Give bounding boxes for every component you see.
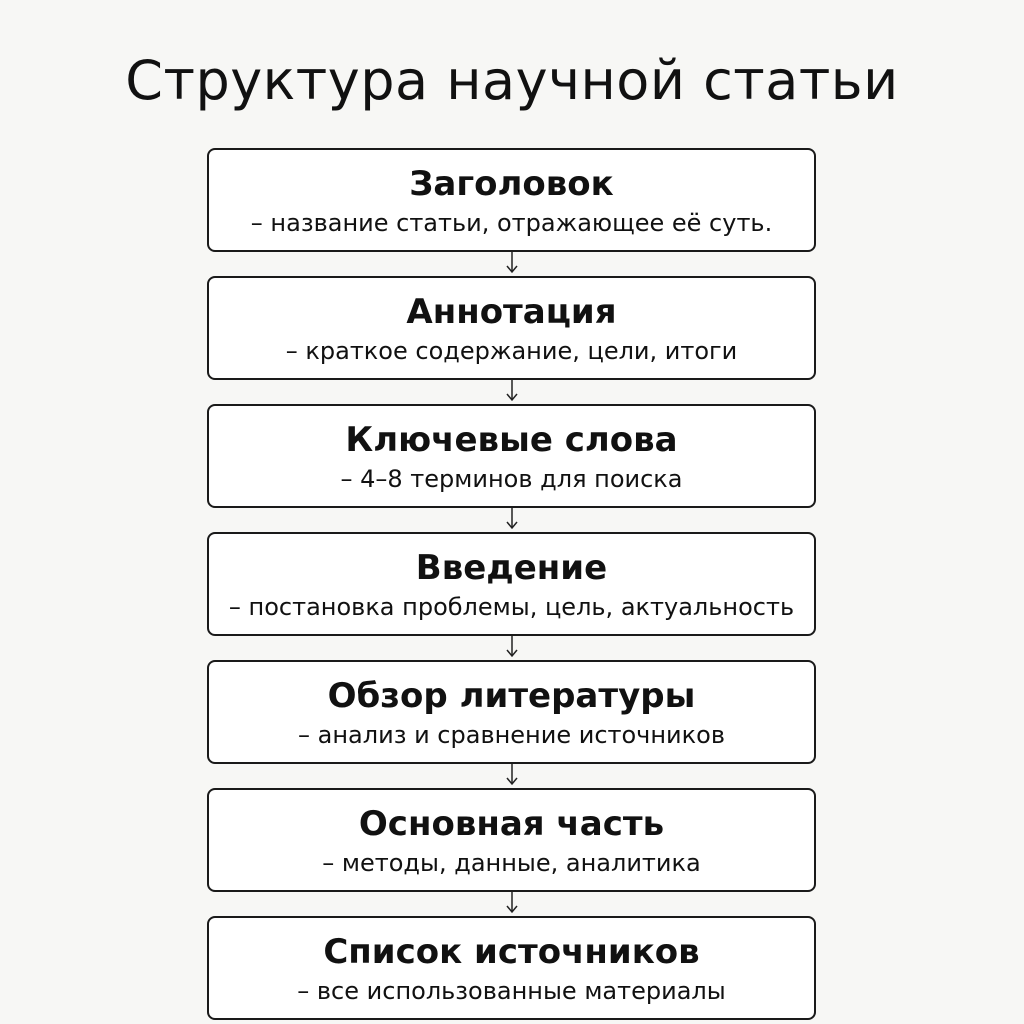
block-description: – название статьи, отражающее её суть. <box>250 209 773 237</box>
block-heading: Заголовок <box>409 164 614 204</box>
arrow-down-icon <box>504 764 520 788</box>
block-heading: Обзор литературы <box>327 676 696 716</box>
arrow-down-icon <box>504 380 520 404</box>
arrow-down-icon <box>504 508 520 532</box>
block-description: – анализ и сравнение источников <box>298 721 725 749</box>
block-literature-review <box>207 660 816 764</box>
block-references <box>207 916 816 1020</box>
block-description: – постановка проблемы, цель, актуальность <box>228 593 795 621</box>
arrow-down-icon <box>504 636 520 660</box>
block-abstract <box>207 276 816 380</box>
block-description: – краткое содержание, цели, итоги <box>285 337 738 365</box>
block-heading: Аннотация <box>406 292 617 332</box>
block-description: – 4–8 терминов для поиска <box>340 465 683 493</box>
block-introduction <box>207 532 816 636</box>
diagram-title: Структура научной статьи <box>125 49 899 112</box>
block-heading: Введение <box>415 548 608 588</box>
block-keywords <box>207 404 816 508</box>
block-heading: Основная часть <box>358 804 665 844</box>
block-heading: Ключевые слова <box>345 420 678 460</box>
block-description: – методы, данные, аналитика <box>322 849 701 877</box>
block-description: – все использованные материалы <box>297 977 726 1005</box>
block-main-part <box>207 788 816 892</box>
arrow-down-icon <box>504 892 520 916</box>
arrow-down-icon <box>504 252 520 276</box>
block-title-section <box>207 148 816 252</box>
block-heading: Список источников <box>323 932 700 972</box>
